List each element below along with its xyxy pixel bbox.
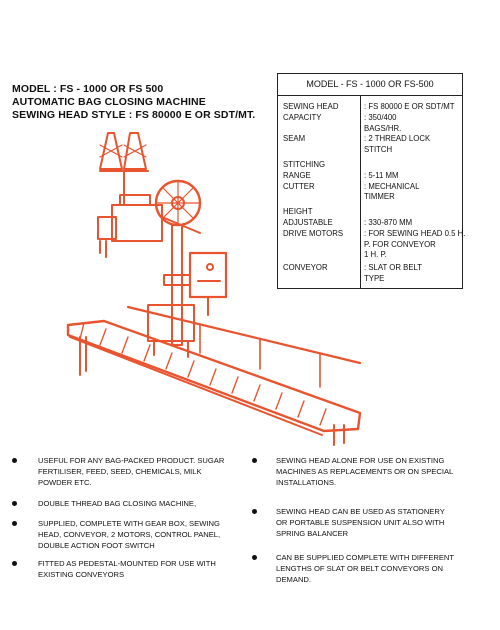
bullet-icon (12, 458, 17, 463)
bullet-icon (12, 501, 17, 506)
spec-value: P. FOR CONVEYOR (364, 239, 436, 249)
spec-label: SEAM (283, 134, 306, 144)
spec-label: RANGE (283, 170, 311, 180)
bullet-icon (12, 561, 17, 566)
feature-item: USEFUL FOR ANY BAG-PACKED PRODUCT. SUGAR FERTILISER, FEED, SEED, CHEMICALS, MILK POWDER ETC. (38, 456, 225, 487)
bullet-icon (12, 521, 17, 526)
bullet-icon (252, 509, 257, 514)
machine-name: AUTOMATIC BAG CLOSING MACHINE (12, 96, 206, 108)
spec-label: CUTTER (283, 181, 315, 191)
spec-label: CAPACITY (283, 112, 322, 122)
feature-item: SUPPLIED, COMPLETE WITH GEAR BOX, SEWING HEAD, CONVEYOR, 2 MOTORS, CONTROL PANEL, DOUBLE ACTION FOOT SWITCH (38, 519, 221, 550)
feature-item: FITTED AS PEDESTAL-MOUNTED FOR USE WITH EXISTING CONVEYORS (38, 559, 216, 579)
spec-table-heading: MODEL - FS - 1000 OR FS-500 (278, 74, 462, 96)
spec-value: BAGS/HR. (364, 123, 402, 133)
spec-label: STITCHING (283, 160, 326, 169)
feature-item: CAN BE SUPPLIED COMPLETE WITH DIFFERENT LENGTHS OF SLAT OR BELT CONVEYORS ON DEMAND. (276, 553, 455, 584)
feature-item: SEWING HEAD CAN BE USED AS STATIONERY OR PORTABLE SUSPENSION UNIT ALSO WITH SPRING BALANCER (276, 507, 445, 538)
spec-value: : FS 80000 E OR SDT/MT (364, 102, 455, 111)
spec-value: : FOR SEWING HEAD 0.5 H. (364, 228, 466, 238)
spec-label: CONVEYOR (283, 263, 328, 273)
features-right (252, 455, 492, 595)
spec-value: : 2 THREAD LOCK (364, 134, 431, 144)
bullet-icon (252, 555, 257, 560)
bullet-icon (252, 458, 257, 463)
spec-value: 1 H. P. (364, 250, 387, 260)
feature-item: DOUBLE THREAD BAG CLOSING MACHINE, (38, 499, 197, 508)
spec-value: : 330-870 MM (364, 218, 413, 227)
spec-label: ADJUSTABLE (283, 218, 333, 227)
spec-value: : 5-11 MM (364, 170, 399, 180)
spec-value: : MECHANICAL (364, 181, 420, 191)
spec-value: : 350/400 (364, 112, 397, 122)
spec-value: STITCH (364, 145, 393, 155)
spec-value: : SLAT OR BELT (364, 263, 423, 273)
model-title: MODEL : FS - 1000 OR FS 500 (12, 83, 164, 95)
spec-label: HEIGHT (283, 207, 313, 217)
spec-value: TYPE (364, 274, 385, 283)
spec-value: TIMMER (364, 192, 395, 202)
bag-closing-machine-illustration (60, 125, 385, 450)
spec-label: SEWING HEAD (283, 102, 339, 111)
feature-item: SEWING HEAD ALONE FOR USE ON EXISTING MACHINES AS REPLACEMENTS OR ON SPECIAL INSTALLATIONS. (276, 456, 454, 487)
spec-label: DRIVE MOTORS (283, 228, 344, 238)
sewing-head-style: SEWING HEAD STYLE : FS 80000 E OR SDT/MT. (12, 109, 256, 121)
features-left (12, 455, 252, 595)
